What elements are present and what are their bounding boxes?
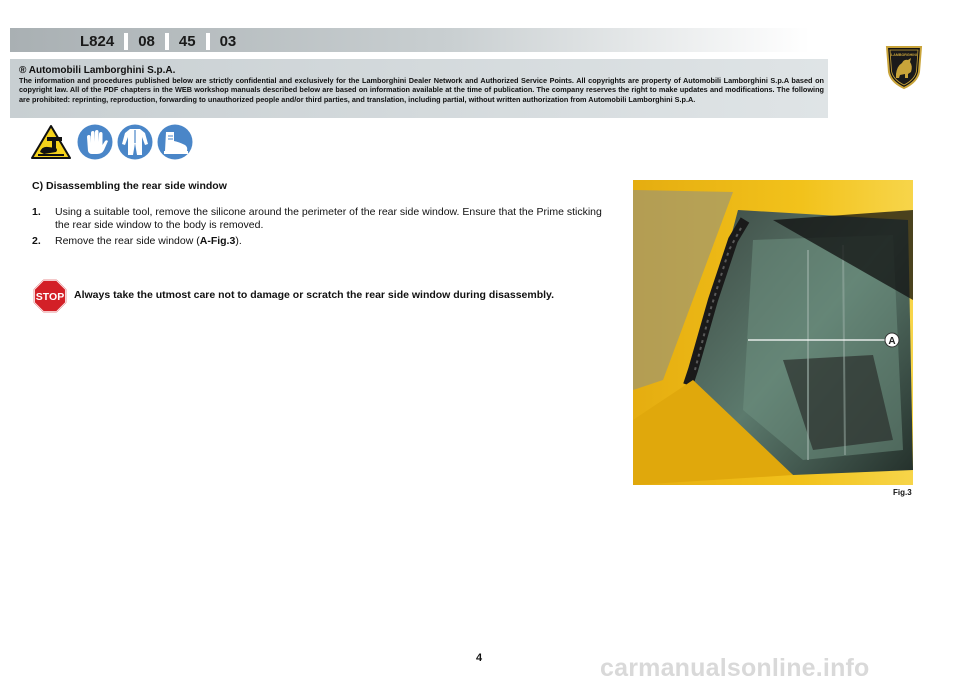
step-text-post: ). <box>235 235 242 247</box>
hand-crush-warning-icon <box>30 124 72 160</box>
document-codes <box>70 30 246 52</box>
logo-text: LAMBORGHINI <box>891 53 917 57</box>
procedure-steps <box>32 206 612 251</box>
stop-sign-icon <box>32 278 68 314</box>
safety-shoes-icon <box>157 124 193 160</box>
code-subgroup: 45 <box>178 32 196 50</box>
legal-text: The information and procedures published below are strictly confidential and exclusively for the Lamborghini Dealer Network and Authorized Service Points. All copyrights are property of Automobili Lamborghini S.p.A based on copyright law. All of the PDF chapters in the WEB workshop manuals described below are based on information available at the time of publication. The company reserves the right to make updates and modifications. The following are prohibited: reprinting, reproduction, forwarding to unauthorized people and/or third parties, and translation, including partial, without written authorization from Automobili Lamborghini S.p.A. <box>19 76 824 104</box>
safety-gloves-icon <box>77 124 113 160</box>
rear-side-window-photo <box>633 180 913 485</box>
legal-title: ® Automobili Lamborghini S.p.A. <box>19 65 176 76</box>
step-number: 1. <box>32 206 41 218</box>
code-section: 03 <box>219 32 237 50</box>
step-text: Using a suitable tool, remove the silicone around the perimeter of the rear side window. Ensure that the Prime sticking the rear side window to the body is removed. <box>55 206 602 231</box>
stop-label: STOP <box>35 291 65 303</box>
code-model: L824 <box>80 32 115 50</box>
watermark: carmanualsonline.info <box>600 654 870 682</box>
step-number: 2. <box>32 235 41 247</box>
callout-a: A <box>888 336 896 347</box>
step-text <box>55 235 242 248</box>
section-title: C) Disassembling the rear side window <box>32 180 227 192</box>
step-text-pre: Remove the rear side window ( <box>55 235 200 247</box>
lamborghini-logo <box>884 44 924 90</box>
figure-reference: A-Fig.3 <box>199 235 236 247</box>
protective-suit-icon <box>117 124 153 160</box>
page-number: 4 <box>476 652 483 664</box>
code-group: 08 <box>138 32 155 50</box>
step-1 <box>32 206 612 232</box>
warning-text: Always take the utmost care not to damage or scratch the rear side window during disassembly. <box>74 289 555 301</box>
figure-caption: Fig.3 <box>893 488 912 497</box>
step-2 <box>32 235 612 248</box>
